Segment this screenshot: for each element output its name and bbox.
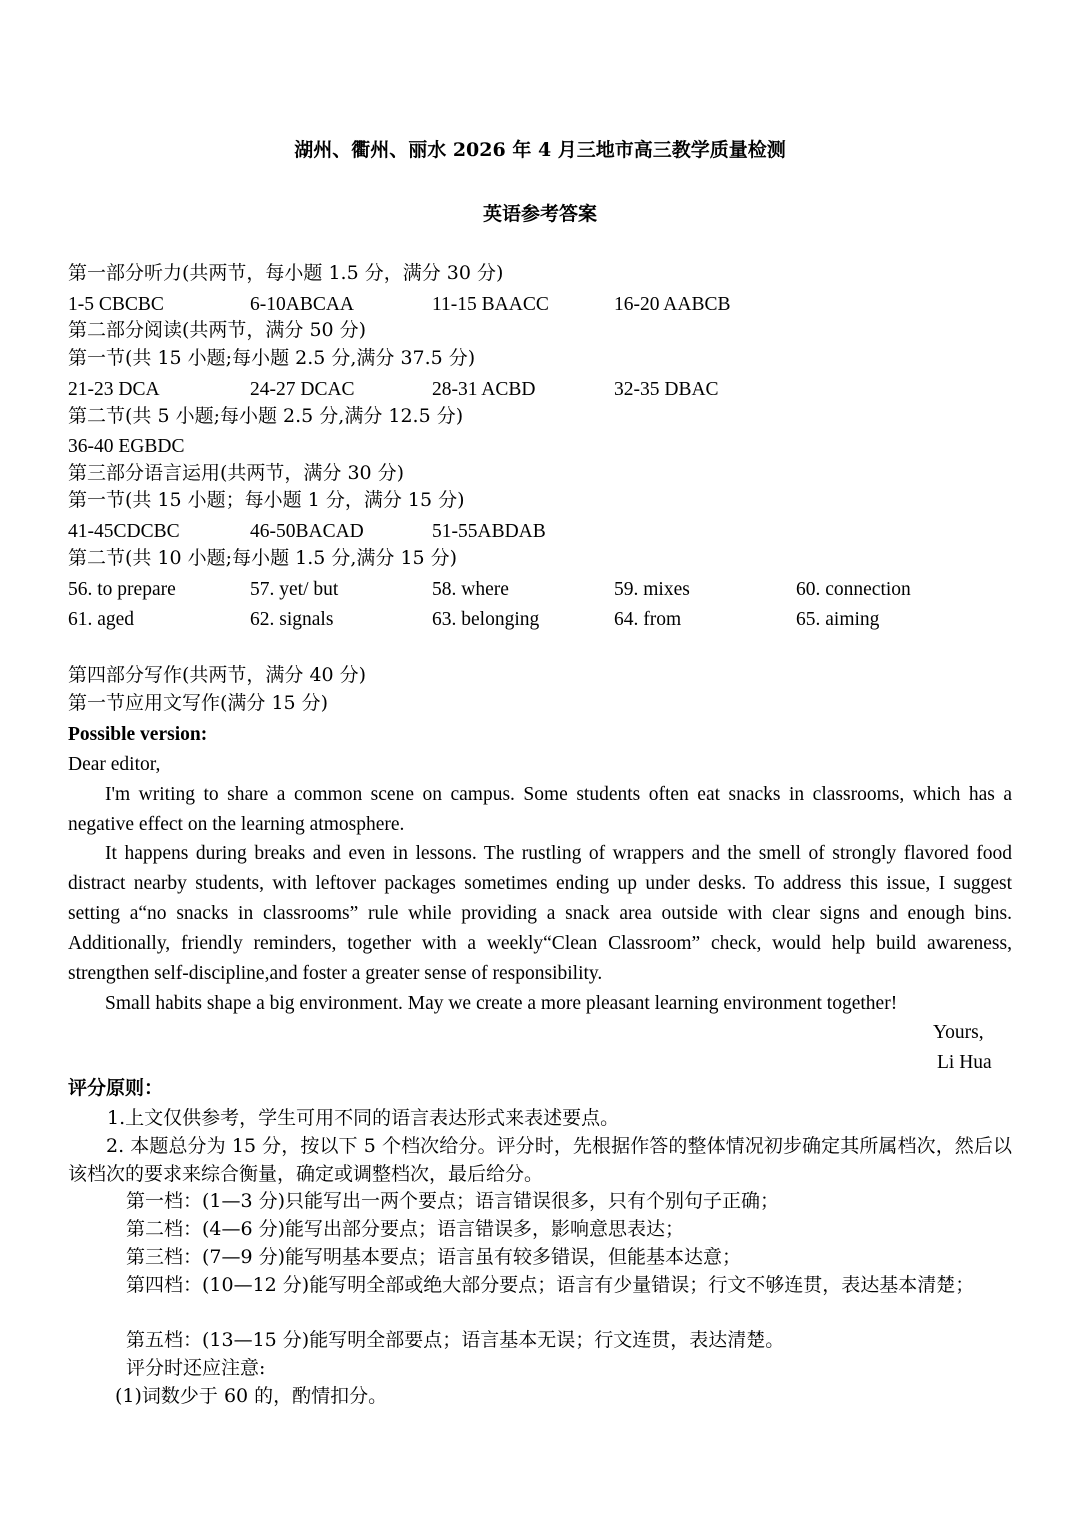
part4-section1-heading: 第一节应用文写作(满分 15 分) <box>68 692 329 714</box>
scoring-level: 第四档：(10—12 分)能写明全部或绝大部分要点；语言有少量错误；行文不够连贯，表达基本清楚； <box>126 1274 975 1296</box>
answer-group: 16-20 AABCB <box>614 294 731 315</box>
part1-heading: 第一部分听力(共两节，每小题 1.5 分，满分 30 分) <box>68 262 504 284</box>
letter-paragraph: It happens during breaks and even in lessons. The rustling of wrappers and the smell of strongly flavored food distract nearby students, with leftover packages sometimes ending up under desks. To address this issue, I suggest setting a“no snacks in classrooms” rule while providing a snack area outside with clear signs and enough bins. Additionally, friendly reminders, together with a weekly“Clean Classroom” check, would help build awareness, strengthen self-discipline,and foster a greater sense of responsibility. <box>68 843 1012 984</box>
letter-paragraph: I'm writing to share a common scene on campus. Some students often eat snacks in classrooms, which has a negative effect on the learning atmosphere. <box>68 784 1012 835</box>
scoring-note-heading: 评分时还应注意: <box>126 1357 266 1379</box>
answer-item: 62. signals <box>250 609 334 630</box>
answer-group: 28-31 ACBD <box>432 379 536 400</box>
answer-item: 56. to prepare <box>68 579 176 600</box>
answer-group: 46-50BACAD <box>250 521 364 542</box>
answer-item: 58. where <box>432 579 509 600</box>
answer-group: 36-40 EGBDC <box>68 436 185 457</box>
answer-group: 11-15 BAACC <box>432 294 549 315</box>
part3-heading: 第三部分语言运用(共两节，满分 30 分) <box>68 462 405 484</box>
part2-heading: 第二部分阅读(共两节，满分 50 分) <box>68 319 367 341</box>
part3-section1-heading: 第一节(共 15 小题；每小题 1 分，满分 15 分) <box>68 489 465 511</box>
answer-item: 59. mixes <box>614 579 690 600</box>
answer-group: 6-10ABCAA <box>250 294 355 315</box>
answer-group: 51-55ABDAB <box>432 521 546 542</box>
answer-group: 32-35 DBAC <box>614 379 719 400</box>
scoring-note: (1)词数少于 60 的，酌情扣分。 <box>115 1385 388 1407</box>
part2-section1-heading: 第一节(共 15 小题;每小题 2.5 分,满分 37.5 分) <box>68 347 476 369</box>
answer-group: 41-45CDCBC <box>68 521 180 542</box>
scoring-level: 第一档：(1—3 分)只能写出一两个要点；语言错误很多，只有个别句子正确； <box>126 1190 780 1212</box>
letter-closing: Yours, <box>933 1022 984 1043</box>
answer-item: 60. connection <box>796 579 911 600</box>
answer-item: 57. yet/ but <box>250 579 339 600</box>
answer-group: 1-5 CBCBC <box>68 294 164 315</box>
scoring-heading: 评分原则： <box>68 1077 164 1099</box>
scoring-level: 第五档：(13—15 分)能写明全部要点；语言基本无误；行文连贯，表达清楚。 <box>126 1329 785 1351</box>
part4-heading: 第四部分写作(共两节，满分 40 分) <box>68 664 367 686</box>
answer-group: 21-23 DCA <box>68 379 160 400</box>
scoring-level: 第二档：(4—6 分)能写出部分要点；语言错误多，影响意思表达； <box>126 1218 685 1240</box>
part3-section2-heading: 第二节(共 10 小题;每小题 1.5 分,满分 15 分) <box>68 547 458 569</box>
scoring-level: 第三档：(7—9 分)能写明基本要点；语言虽有较多错误，但能基本达意； <box>126 1246 742 1268</box>
answer-item: 61. aged <box>68 609 135 630</box>
document-subtitle: 英语参考答案 <box>482 203 597 225</box>
answer-item: 64. from <box>614 609 682 630</box>
scoring-rule-1: 1.上文仅供参考，学生可用不同的语言表达形式来表述要点。 <box>107 1107 620 1129</box>
letter-paragraph: Small habits shape a big environment. May we create a more pleasant learning environment together! <box>105 993 898 1014</box>
possible-version-label: Possible version: <box>68 724 208 745</box>
document-title: 湖州、衢州、丽水 2026 年 4 月三地市高三教学质量检测 <box>294 139 786 161</box>
letter-salutation: Dear editor, <box>68 754 161 775</box>
answer-group: 24-27 DCAC <box>250 379 355 400</box>
scoring-rule-2: 2. 本题总分为 15 分，按以下 5 个档次给分。评分时，先根据作答的整体情况初步确定其所属档次，然后以该档次的要求来综合衡量，确定或调整档次，最后给分。 <box>68 1135 1012 1185</box>
answer-item: 63. belonging <box>432 609 540 630</box>
answer-item: 65. aiming <box>796 609 880 630</box>
part2-section2-heading: 第二节(共 5 小题;每小题 2.5 分,满分 12.5 分) <box>68 405 464 427</box>
letter-signature: Li Hua <box>937 1052 992 1073</box>
